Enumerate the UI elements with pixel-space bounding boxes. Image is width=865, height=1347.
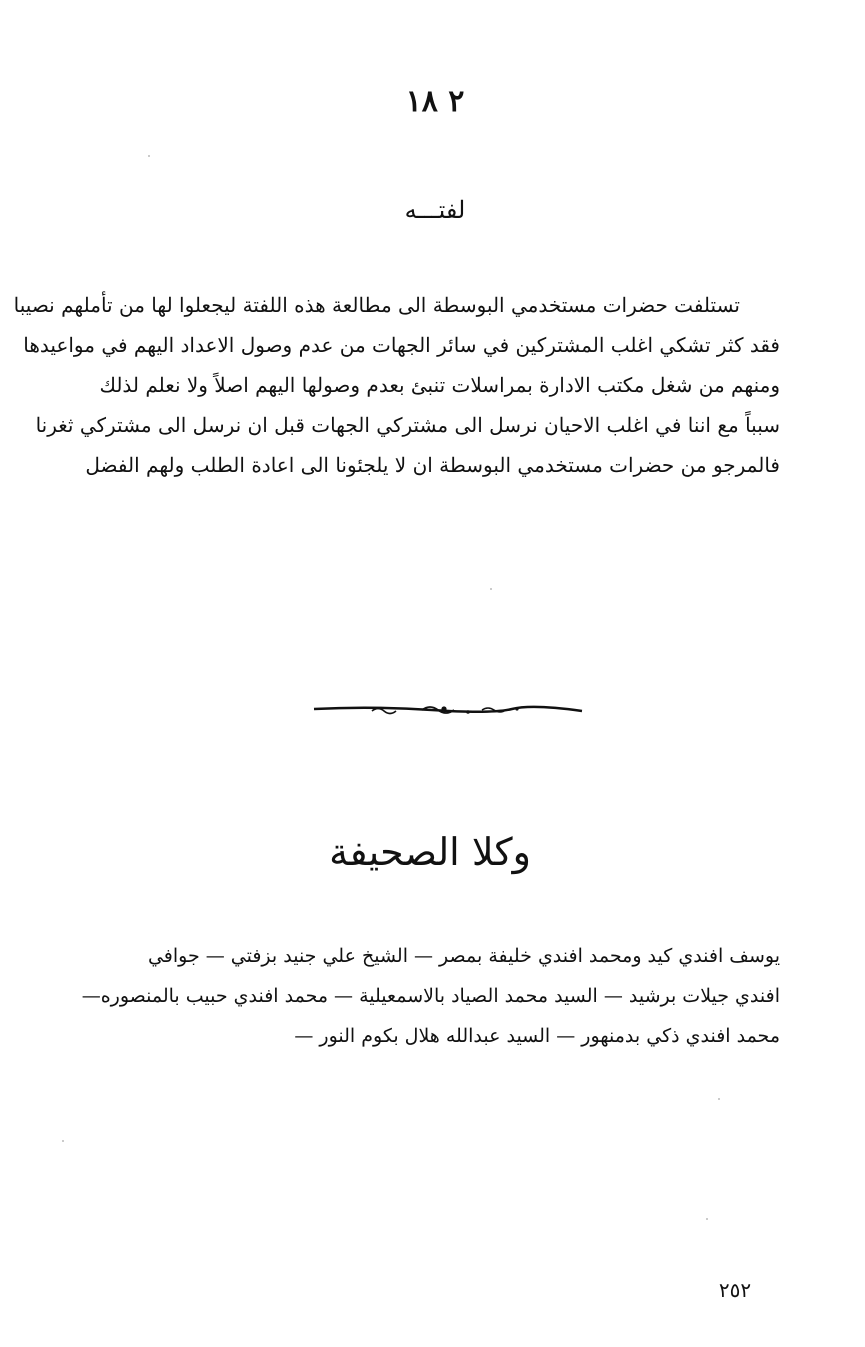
agents-title: وكلا الصحيفة [329, 830, 531, 874]
ornamental-divider [312, 700, 584, 720]
page-number: ٢٥٢ [718, 1278, 752, 1302]
notice-paragraph [13, 285, 780, 485]
paper-speck [718, 1098, 720, 1100]
paper-speck [62, 1140, 64, 1142]
paper-speck [148, 155, 150, 157]
agents-line: يوسف افندي كيد ومحمد افندي خليفة بمصر — الشيخ علي جنيد بزفتي — جوافي [147, 945, 780, 967]
agents-line: محمد افندي ذكي بدمنهور — السيد عبدالله هلال بكوم النور — [294, 1025, 780, 1047]
paper-speck [490, 588, 492, 590]
agents-list [60, 936, 780, 1056]
notice-title: لفتـــه [404, 196, 466, 224]
notice-line: ومنهم من شغل مكتب الادارة بمراسلات تنبئ بعدم وصولها اليهم اصلاً ولا نعلم لذلك [99, 373, 780, 397]
section-number: ۲ ۱۸ [405, 84, 465, 119]
paper-speck [706, 1218, 708, 1220]
notice-line: سبباً مع اننا في اغلب الاحيان نرسل الى مشتركي الجهات قبل ان نرسل الى مشتركي ثغرنا [35, 413, 780, 437]
agents-line: افندي جيلات برشيد — السيد محمد الصياد بالاسمعيلية — محمد افندي حبيب بالمنصوره— [81, 985, 780, 1007]
notice-line: فقد كثر تشكي اغلب المشتركين في سائر الجهات من عدم وصول الاعداد اليهم في مواعيدها [23, 333, 780, 357]
notice-line: تستلفت حضرات مستخدمي البوسطة الى مطالعة هذه اللفتة ليجعلوا لها من تأملهم نصيبا [13, 293, 740, 317]
notice-line: فالمرجو من حضرات مستخدمي البوسطة ان لا يلجئونا الى اعادة الطلب ولهم الفضل [85, 453, 780, 477]
